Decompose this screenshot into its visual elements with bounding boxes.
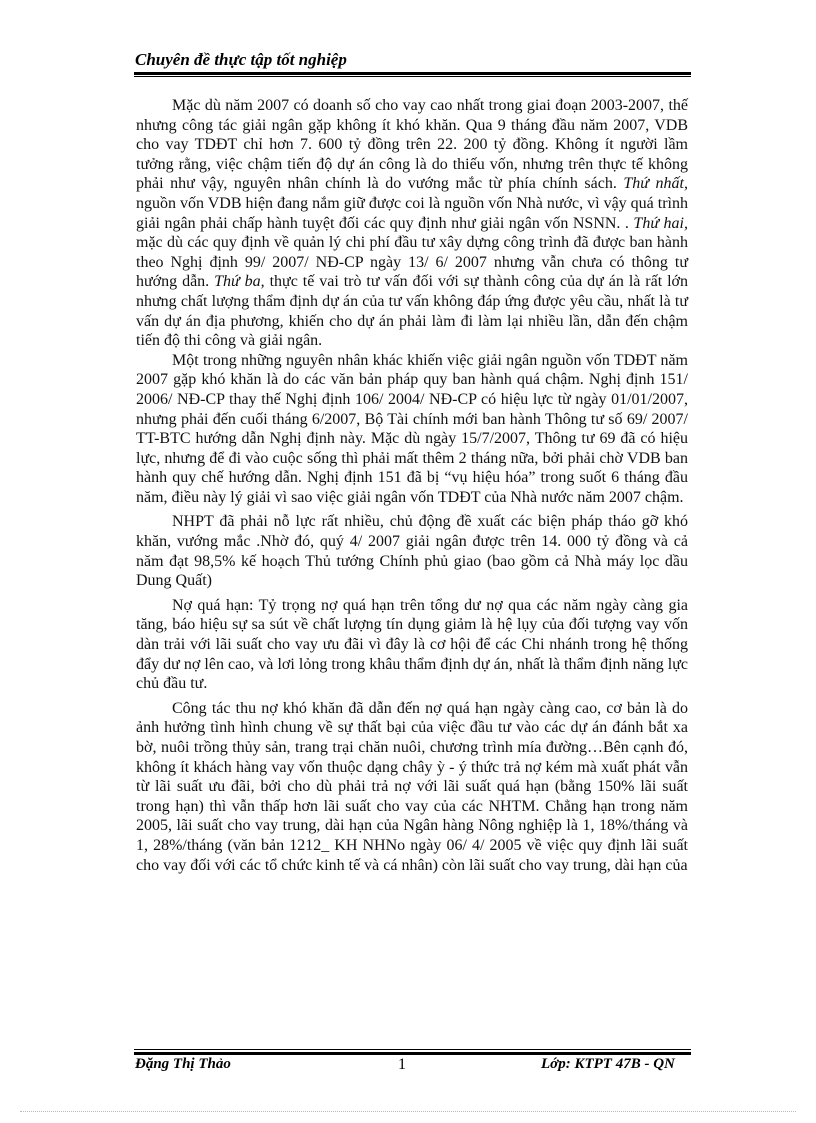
- footer-rule-thin: [134, 1049, 691, 1050]
- header-title: Chuyên đề thực tập tốt nghiệp: [135, 50, 347, 69]
- paragraph-1-text-d: thực tế vai trò tư vấn đối với sự thành công của dự án là rất lớn nhưng chất lượng thẩm định dự án của tư vấn không đáp ứng được yêu cầu, nhất là tư vấn dự án địa phương, khiến cho dự án phải làm đi làm lại nhiều lần, dẫn đến chậm tiến độ thi công và giải ngân.: [136, 273, 689, 350]
- paragraph-1-text-b: nguồn vốn VDB hiện đang nắm giữ được coi là nguồn vốn Nhà nước, vì vậy quá trình giải ngân phải chấp hành tuyệt đối các quy định như giải ngân vốn NSNN. .: [136, 194, 688, 232]
- footer-rule-thick: [134, 1052, 691, 1055]
- paragraph-4: Nợ quá hạn: Tỷ trọng nợ quá hạn trên tổng dư nợ qua các năm ngày càng gia tăng, báo hiệu sự sa sút về chất lượng tín dụng giảm là hệ lụy của đối tượng vay vốn dàn trải với lãi suất cho vay ưu đãi vì đây là cơ hội để các Chi nhánh trong hệ thống đẩy dư nợ lên cao, và lơi lỏng trong khâu thẩm định dự án, nhất là thẩm định năng lực chủ đầu tư.: [136, 596, 688, 693]
- paragraph-1-emphasis-1: Thứ nhất,: [623, 175, 689, 193]
- header-rule-thick: [134, 72, 691, 75]
- footer-author: Đặng Thị Thảo: [135, 1056, 231, 1072]
- paragraph-1-emphasis-3: Thứ ba,: [214, 273, 265, 291]
- paragraph-3: NHPT đã phải nỗ lực rất nhiều, chủ động đề xuất các biện pháp tháo gỡ khó khăn, vướng mắc .Nhờ đó, quý 4/ 2007 giải ngân được trên 14. 000 tỷ đồng và cả năm đạt 98,5% kế hoạch Thủ tướng Chính phủ giao (bao gồm cả Nhà máy lọc dầu Dung Quất): [136, 513, 688, 590]
- paragraph-5: Công tác thu nợ khó khăn đã dẫn đến nợ quá hạn ngày càng cao, cơ bản là do ảnh hưởng tình hình chung về sự thất bại của việc đầu tư vào các dự án đánh bắt xa bờ, nuôi trồng thủy sản, trang trại chăn nuôi, chương trình mía đường…Bên cạnh đó, không ít khách hàng vay vốn thuộc dạng chây ỳ - ý thức trả nợ kém mà xuất phát vẫn từ lãi suất ưu đãi, bởi cho dù phải trả nợ với lãi suất quá hạn (bằng 150% lãi suất trong hạn) thì vẫn thấp hơn lãi suất cho vay của các NHTM. Chẳng hạn trong năm 2005, lãi suất cho vay trung, dài hạn của Ngân hàng Nông nghiệp là 1, 18%/tháng và 1, 28%/tháng (văn bản 1212_ KH NHNo ngày 06/ 4/ 2005 về việc quy định lãi suất cho vay đối với các tổ chức kinh tế và cá nhân) còn lãi suất cho vay trung, dài hạn của: [136, 699, 688, 874]
- page-bottom-dotted-line: [20, 1111, 796, 1112]
- paragraph-1: [136, 96, 688, 351]
- page-number: 1: [398, 1056, 406, 1073]
- body-text: [136, 96, 688, 875]
- paragraph-1-emphasis-2: Thứ hai,: [633, 214, 688, 232]
- paragraph-2: Một trong những nguyên nhân khác khiến việc giải ngân nguồn vốn TDĐT năm 2007 gặp khó khăn là do các văn bản pháp quy ban hành quá chậm. Nghị định 151/ 2006/ NĐ-CP thay thế Nghị định 106/ 2004/ NĐ-CP có hiệu lực từ ngày 01/01/2007, nhưng phải đến cuối tháng 6/2007, Bộ Tài chính mới ban hành Thông tư số 69/ 2007/ TT-BTC hướng dẫn Nghị định này. Mặc dù ngày 15/7/2007, Thông tư 69 đã có hiệu lực, nhưng để đi vào cuộc sống thì phải mất thêm 2 tháng nữa, bởi phải chờ VDB ban hành quy chế hướng dẫn. Nghị định 151 đã bị “vụ hiệu hóa” trong suốt 6 tháng đầu năm, điều này lý giải vì sao việc giải ngân vốn TDĐT của Nhà nước năm 2007 chậm.: [136, 351, 688, 506]
- paragraph-1-text-a: Mặc dù năm 2007 có doanh số cho vay cao nhất trong giai đoạn 2003-2007, thế nhưng công tác giải ngân gặp không ít khó khăn. Qua 9 tháng đầu năm 2007, VDB cho vay TDĐT chỉ hơn 7. 600 tỷ đồng trên 22. 200 tỷ đồng. Không ít người lầm tưởng rằng, việc chậm tiến độ dự án công là do thiếu vốn, nhưng trên thực tế không phải như vậy, nguyên nhân chính là do vướng mắc từ phía chính sách.: [136, 97, 688, 193]
- header-rule-thin: [134, 76, 691, 77]
- paragraph-1-text-c: mặc dù các quy định về quản lý chi phí đầu tư xây dựng công trình đã được ban hành theo Nghị định 99/ 2007/ NĐ-CP ngày 13/ 6/ 2007 nhưng vẫn chưa có thông tư hướng dẫn.: [136, 234, 688, 291]
- footer-class: Lớp: KTPT 47B - QN: [541, 1056, 675, 1072]
